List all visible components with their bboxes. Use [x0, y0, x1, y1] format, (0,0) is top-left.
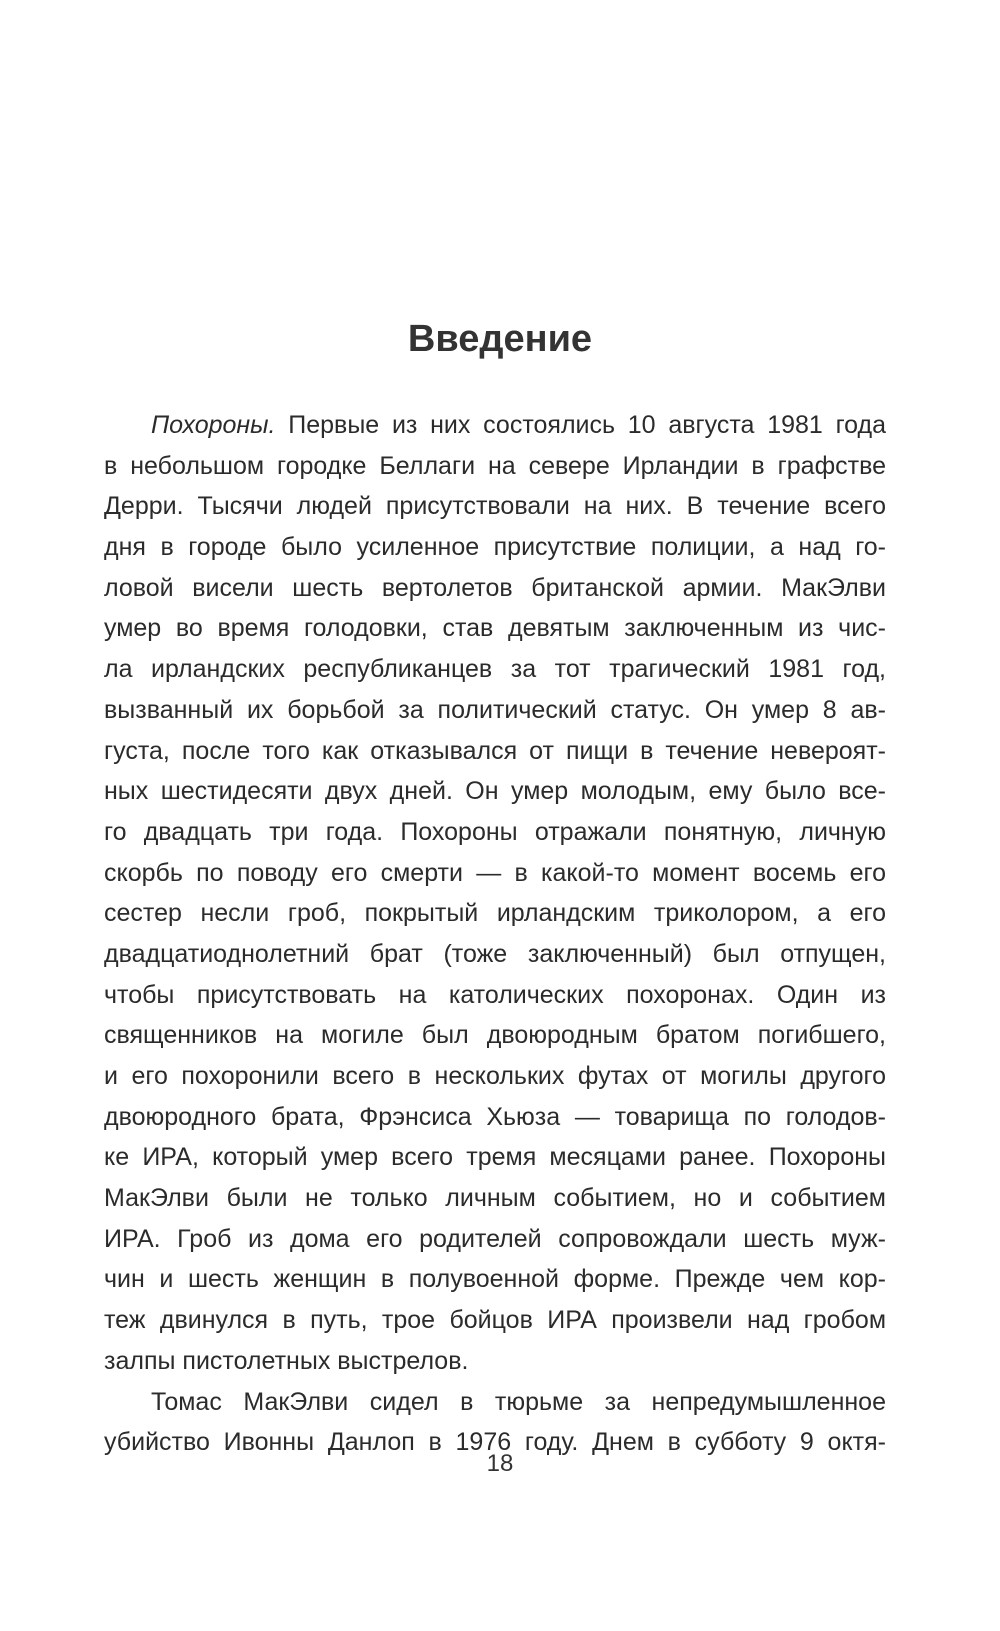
text-line: в небольшом городке Беллаги на севере Ирландии в графстве — [104, 451, 886, 480]
text-line: дня в городе было усиленное присутствие полиции, а над го- — [104, 533, 886, 562]
page-number: 18 — [486, 1450, 514, 1477]
line-text: Первые из них состоялись 10 августа 1981 года — [275, 411, 886, 439]
text-line: скорбь по поводу его смерти — в какой-то момент восемь его — [104, 858, 886, 887]
text-line: ла ирландских республиканцев за тот трагический 1981 год, — [104, 655, 886, 684]
text-line: МакЭлви были не только личным событием, но и событием — [104, 1184, 886, 1213]
text-line: умер во время голодовки, став девятым заключенным из чис- — [104, 614, 886, 643]
text-line: убийство Ивонны Данлоп в 1976 году. Днем в субботу 9 октя- — [104, 1428, 886, 1457]
text-line: чин и шесть женщин в полувоенной форме. Прежде чем кор- — [104, 1265, 886, 1294]
text-line: ных шестидесяти двух дней. Он умер молодым, ему было все- — [104, 777, 886, 806]
text-line: густа, после того как отказывался от пищи в течение невероят- — [104, 736, 886, 765]
text-line: священников на могиле был двоюродным братом погибшего, — [104, 1021, 886, 1050]
paragraph-2-line-1: Томас МакЭлви сидел в тюрьме за непредумышленное — [151, 1387, 886, 1416]
text-line: ке ИРА, который умер всего тремя месяцами ранее. Похороны — [104, 1143, 886, 1172]
paragraph-1-line-1 — [104, 405, 886, 446]
chapter-title: Введение — [407, 318, 593, 360]
text-line: чтобы присутствовать на католических похоронах. Один из — [104, 980, 886, 1009]
text-line: ловой висели шесть вертолетов британской армии. МакЭлви — [104, 573, 886, 602]
text-line: Дерри. Тысячи людей присутствовали на них. В течение всего — [104, 492, 886, 521]
text-line: ИРА. Гроб из дома его родителей сопровождали шесть муж- — [104, 1224, 886, 1253]
text-line: вызванный их борьбой за политический статус. Он умер 8 ав- — [104, 695, 886, 724]
text-line: двоюродного брата, Фрэнсиса Хьюза — товарища по голодов- — [104, 1102, 886, 1131]
text-line: залпы пистолетных выстрелов. — [104, 1346, 469, 1375]
body-text — [104, 405, 886, 1463]
text-line: двадцатиоднолетний брат (тоже заключенный) был отпущен, — [104, 939, 886, 968]
lead-word-italic: Похороны. — [151, 411, 276, 439]
text-line: сестер несли гроб, покрытый ирландским триколором, а его — [104, 899, 886, 928]
text-line: го двадцать три года. Похороны отражали понятную, личную — [104, 817, 886, 846]
text-line: теж двинулся в путь, трое бойцов ИРА произвели над гробом — [104, 1306, 886, 1335]
text-line: и его похоронили всего в нескольких футах от могилы другого — [104, 1062, 886, 1090]
